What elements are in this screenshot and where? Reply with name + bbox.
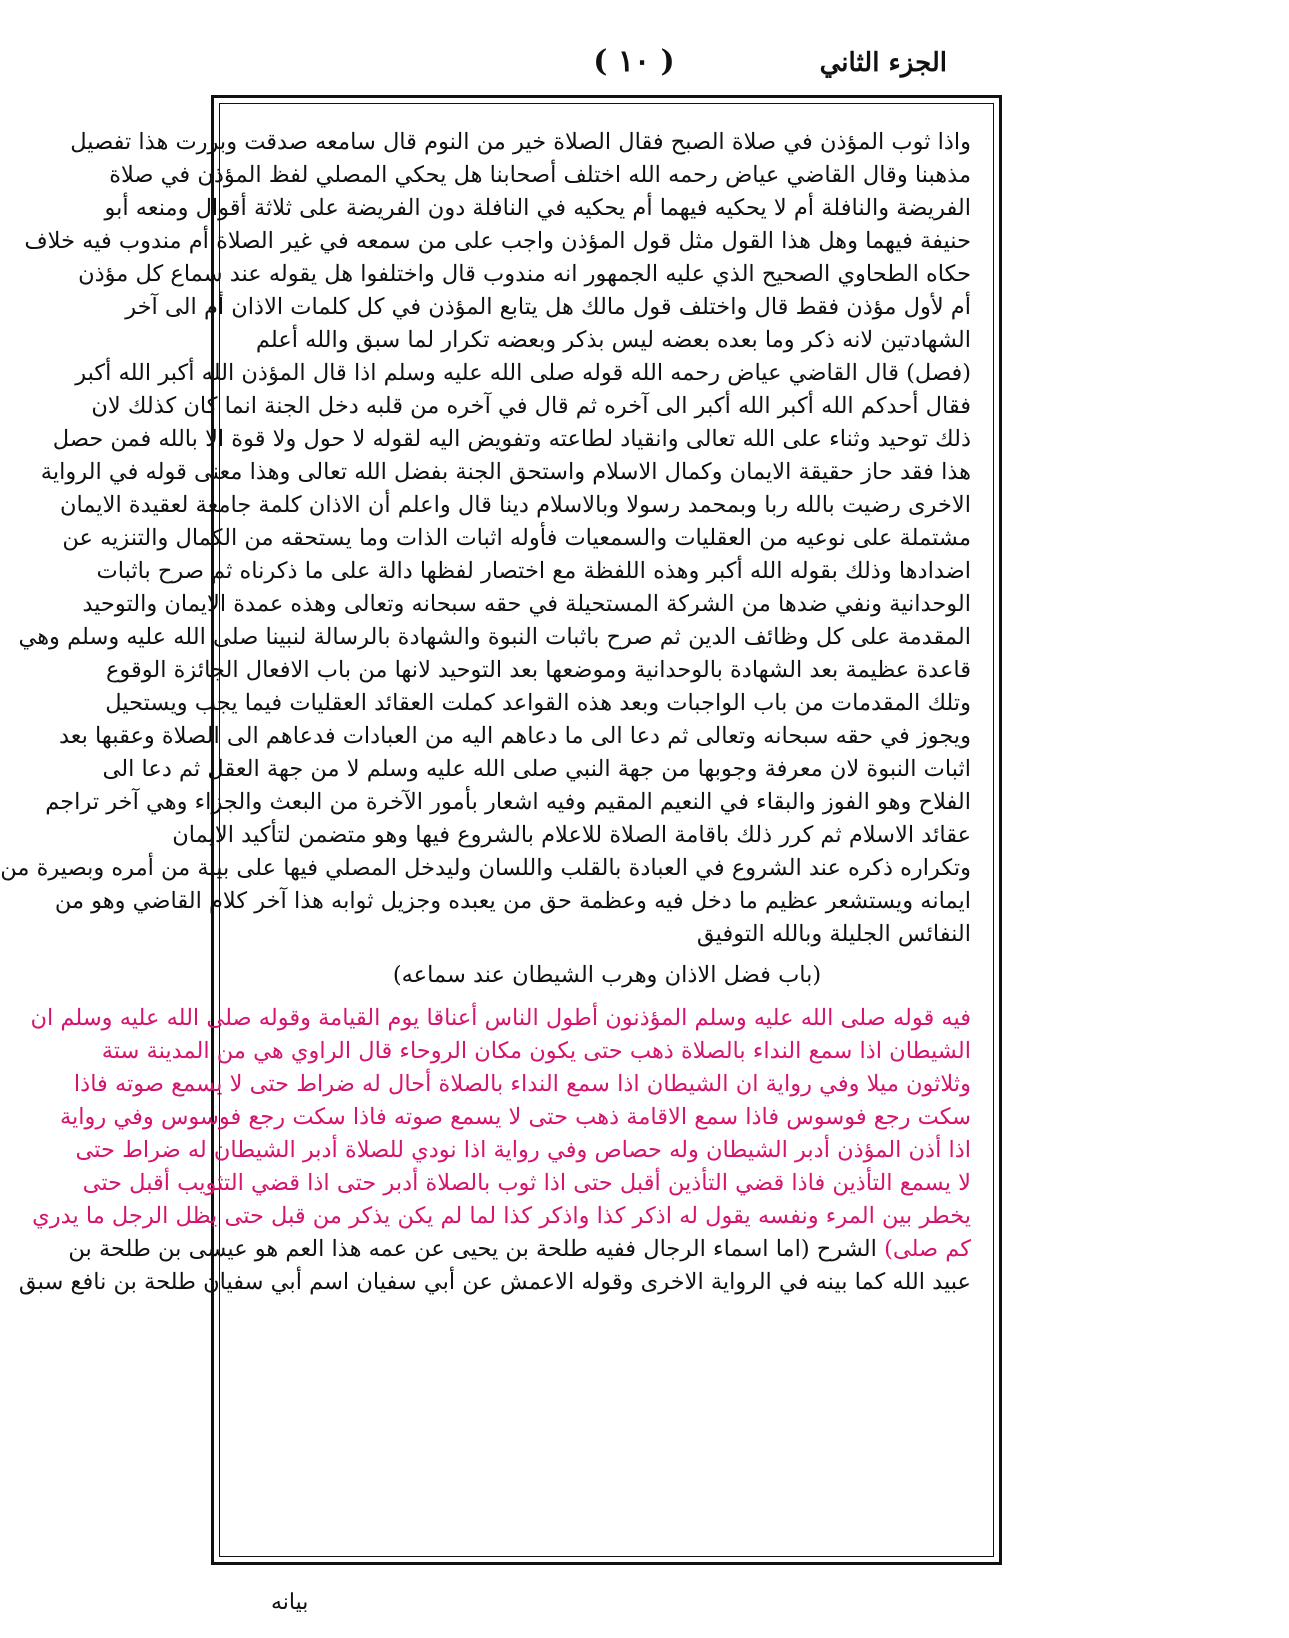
body-line: عبيد الله كما بينه في الرواية الاخرى وقوله الاعمش عن أبي سفيان اسم أبي سفيان طلحة بن نافع سبق — [18, 1269, 971, 1295]
commentary-paragraph — [0, 126, 971, 951]
catchword: بيانه — [271, 1590, 309, 1615]
hadith-line: سكت رجع فوسوس فاذا سمع الاقامة ذهب حتى لا يسمع صوته فاذا سكت رجع فوسوس وفي رواية — [59, 1104, 971, 1130]
body-line: الاخرى رضيت بالله ربا وبمحمد رسولا وبالاسلام دينا قال واعلم أن الاذان كلمة جامعة لعقيدة الايمان — [60, 492, 971, 518]
hadith-end: كم صلى) — [884, 1236, 971, 1262]
text-block — [0, 126, 971, 1299]
body-line: مشتملة على نوعيه من العقليات والسمعيات فأوله اثبات الذات وما يستحقه من الكمال والتنزيه عن — [62, 525, 971, 551]
body-line: اثبات النبوة لان معرفة وجوبها من جهة النبي صلى الله عليه وسلم لا من جهة العقل ثم دعا الى — [102, 756, 971, 782]
hadith-line: يخطر بين المرء ونفسه يقول له اذكر كذا واذكر كذا لما لم يكن يذكر من قبل حتى يظل الرجل ما يدري — [32, 1203, 971, 1229]
body-line: وتكراره ذكره عند الشروع في العبادة بالقلب واللسان وليدخل المصلي فيها على بينة من أمره وبصيرة من — [0, 855, 971, 881]
body-line: ويجوز في حقه سبحانه وتعالى ثم دعا الى ما دعاهم اليه من العبادات فدعاهم الى الصلاة وعقبها بعد — [58, 723, 971, 749]
body-line: عقائد الاسلام ثم كرر ذلك باقامة الصلاة للاعلام بالشروع فيها وهو متضمن لتأكيد الايمان — [172, 822, 971, 848]
hadith-paragraph — [18, 1002, 971, 1299]
body-line: اضدادها وذلك بقوله الله أكبر وهذه اللفظة مع اختصار لفظها دالة على ما ذكرناه ثم صرح باثبات — [96, 558, 971, 584]
body-line: (فصل) قال القاضي عياض رحمه الله قوله صلى الله عليه وسلم اذا قال المؤذن الله أكبر الله أكبر — [75, 360, 971, 386]
mixed-line — [68, 1233, 971, 1266]
body-line: الشهادتين لانه ذكر وما بعده بعضه ليس بذكر وبعضه تكرار لما سبق والله أعلم — [255, 327, 971, 353]
commentary-start: الشرح (اما اسماء الرجال ففيه طلحة بن يحيى عن عمه هذا العم هو عيسى بن طلحة بن — [68, 1236, 885, 1262]
body-line: حكاه الطحاوي الصحيح الذي عليه الجمهور انه مندوب قال واختلفوا هل يقوله عند سماع كل مؤذن — [78, 261, 971, 287]
hadith-line: وثلاثون ميلا وفي رواية ان الشيطان اذا سمع النداء بالصلاة أحال له ضراط حتى لا يسمع صوته فاذا — [73, 1071, 971, 1097]
body-line: الفريضة والنافلة أم لا يحكيه فيهما أم يحكيه في النافلة دون الفريضة على ثلاثة أقوال ومنعه أبو — [104, 195, 971, 221]
body-line: حنيفة فيهما وهل هذا القول مثل قول المؤذن واجب على من سمعه في غير الصلاة أم مندوب فيه خلاف — [24, 228, 971, 254]
running-header-volume: الجزء الثاني — [819, 48, 947, 78]
body-line: النفائس الجليلة وبالله التوفيق — [696, 921, 971, 947]
body-line: فقال أحدكم الله أكبر الله أكبر الى آخره ثم قال في آخره من قلبه دخل الجنة انما كان كذلك لان — [91, 393, 971, 419]
body-line: المقدمة على كل وظائف الدين ثم صرح باثبات النبوة والشهادة بالرسالة لنبينا صلى الله عليه وسلم وهي — [18, 624, 971, 650]
body-line: واذا ثوب المؤذن في صلاة الصبح فقال الصلاة خير من النوم قال سامعه صدقت وبررت هذا تفصيل — [70, 129, 971, 155]
hadith-line: لا يسمع التأذين فاذا قضي التأذين أقبل حتى اذا ثوب بالصلاة أدبر حتى اذا قضي التثويب أقبل حتى — [82, 1170, 971, 1196]
body-line: هذا فقد حاز حقيقة الايمان وكمال الاسلام واستحق الجنة بفضل الله تعالى وهذا معنى قوله في الرواية — [40, 459, 971, 485]
hadith-line: الشيطان اذا سمع النداء بالصلاة ذهب حتى يكون مكان الروحاء قال الراوي هي من المدينة ستة — [101, 1038, 971, 1064]
body-line: الفلاح وهو الفوز والبقاء في النعيم المقيم وفيه اشعار بأمور الآخرة من البعث والجزاء وهي آخر تراجم — [45, 789, 971, 815]
hadith-line: اذا أذن المؤذن أدبر الشيطان وله حصاص وفي رواية اذا نودي للصلاة أدبر الشيطان له ضراط حتى — [75, 1137, 971, 1163]
body-line: وتلك المقدمات من باب الواجبات وبعد هذه القواعد كملت العقائد العقليات فيما يجب ويستحيل — [105, 690, 971, 716]
body-line: ذلك توحيد وثناء على الله تعالى وانقياد لطاعته وتفويض اليه لقوله لا حول ولا قوة الا بالله فمن حصل — [52, 426, 971, 452]
hadith-line: فيه قوله صلى الله عليه وسلم المؤذنون أطول الناس أعناقا يوم القيامة وقوله صلى الله عليه وسلم ان — [30, 1005, 971, 1031]
page-number: ( ١٠ ) — [593, 44, 675, 79]
body-line: قاعدة عظيمة بعد الشهادة بالوحدانية وموضعها بعد التوحيد لانها من باب الافعال الجائزة الوقوع — [105, 657, 971, 683]
body-line: الوحدانية ونفي ضدها من الشركة المستحيلة في حقه سبحانه وتعالى وهذه عمدة الايمان والتوحيد — [82, 591, 971, 617]
body-line: ايمانه ويستشعر عظيم ما دخل فيه وعظمة حق من يعبده وجزيل ثوابه هذا آخر كلام القاضي وهو من — [54, 888, 971, 914]
section-title: (باب فضل الاذان وهرب الشيطان عند سماعه) — [392, 962, 822, 988]
body-line: مذهبنا وقال القاضي عياض رحمه الله اختلف أصحابنا هل يحكي المصلي لفظ المؤذن في صلاة — [109, 162, 971, 188]
body-line: أم لأول مؤذن فقط قال واختلف قول مالك هل يتابع المؤذن في كل كلمات الاذان أم الى آخر — [125, 294, 971, 320]
